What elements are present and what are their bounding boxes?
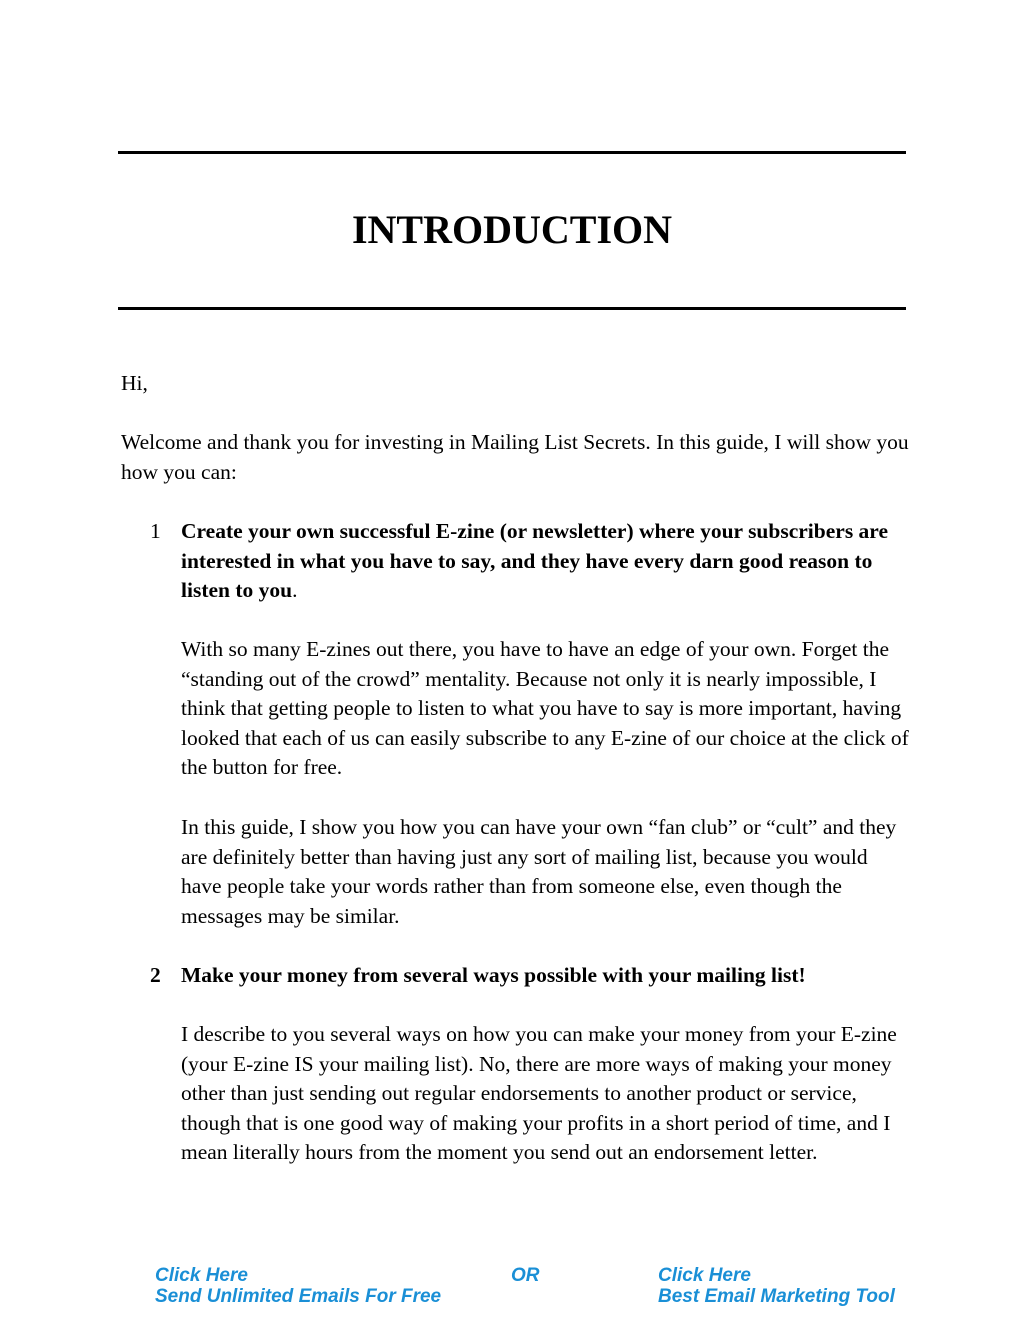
list-item-1-paragraph-2: In this guide, I show you how you can have your own “fan club” or “cult” and they are definitely better than having just any sort of mailing list, because you would have people take your words rather than from someone else, even though the messages may be similar. — [181, 815, 897, 928]
page-title: INTRODUCTION — [351, 207, 673, 252]
link-line-1: Click Here — [658, 1265, 751, 1286]
list-item-1-heading-suffix: . — [292, 578, 298, 603]
list-item-1-heading — [181, 517, 911, 606]
list-item-1-paragraph-1: With so many E-zines out there, you have to have an edge of your own. Forget the “standing out of the crowd” mentality. Because not only it is nearly impossible, I think that getting people to listen to what you have to say is more important, having looked that each of us can easily subscribe to any E-zine of our choice at the click of the button for free. — [181, 637, 909, 780]
welcome-paragraph: Welcome and thank you for investing in Mailing List Secrets. In this guide, I will show you how you can: — [121, 430, 909, 484]
greeting: Hi, — [121, 371, 148, 395]
list-item-2-heading — [181, 961, 911, 991]
list-number-1: 1 — [150, 519, 161, 543]
or-separator: OR — [511, 1265, 540, 1286]
send-unlimited-emails-link[interactable] — [155, 1265, 441, 1307]
top-divider — [118, 151, 906, 154]
list-number-2: 2 — [150, 963, 161, 987]
list-item-1-heading-text: Create your own successful E-zine (or newsletter) where your subscribers are interested in what you have to say, and they have every darn good reason to listen to you — [181, 519, 889, 603]
list-item-2-heading-text: Make your money from several ways possible with your mailing list! — [181, 963, 806, 987]
list-item-2-paragraph-1: I describe to you several ways on how you can make your money from your E-zine (your E-zine IS your mailing list). No, there are more ways of making your money other than just sending out regular endorsements to another product or service, though that is one good way of making your profits in a short period of time, and I mean literally hours from the moment you send out an endorsement letter. — [181, 1022, 897, 1165]
best-email-marketing-tool-link[interactable] — [658, 1265, 895, 1307]
link-line-1: Click Here — [155, 1265, 248, 1286]
bottom-divider — [118, 307, 906, 310]
link-line-2: Send Unlimited Emails For Free — [155, 1286, 442, 1307]
link-line-2: Best Email Marketing Tool — [658, 1286, 895, 1307]
